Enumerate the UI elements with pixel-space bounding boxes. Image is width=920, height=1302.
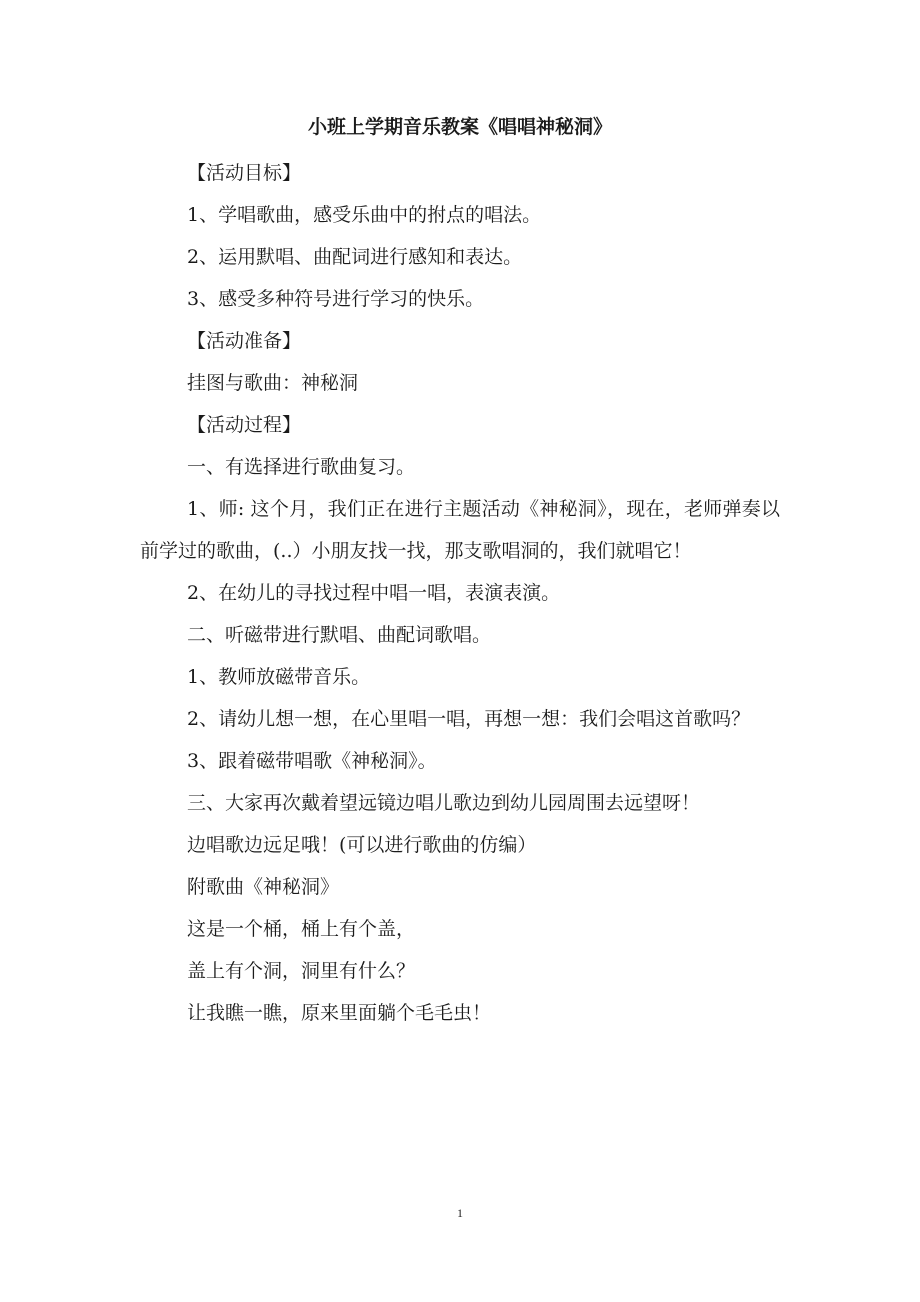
process-step-item: 2、请幼儿想一想，在心里唱一唱，再想一想：我们会唱这首歌吗？: [187, 708, 751, 730]
page-number: 1: [457, 1206, 463, 1220]
section-heading-process: 【活动过程】: [187, 414, 302, 436]
song-lyric-line: 盖上有个洞，洞里有什么？: [187, 960, 416, 982]
process-step-heading: 一、有选择进行歌曲复习。: [187, 456, 416, 478]
goal-item: 2、运用默唱、曲配词进行感知和表达。: [187, 246, 523, 268]
process-step-item: 3、跟着磁带唱歌《神秘洞》。: [187, 750, 437, 772]
song-heading: 附歌曲《神秘洞》: [187, 876, 340, 898]
process-note: 边唱歌边远足哦！(可以进行歌曲的仿编）: [187, 834, 537, 856]
process-step-heading: 二、听磁带进行默唱、曲配词歌唱。: [187, 624, 492, 646]
goal-item: 3、感受多种符号进行学习的快乐。: [187, 288, 485, 310]
process-step-item: 2、在幼儿的寻找过程中唱一唱，表演表演。: [187, 582, 561, 604]
song-lyric-line: 让我瞧一瞧，原来里面躺个毛毛虫！: [187, 1002, 492, 1024]
process-step-item: 1、师: 这个月，我们正在进行主题活动《神秘洞》，现在，老师弹奏以前学过的歌曲，(..）小朋友找一找，那支歌唱洞的，我们就唱它！: [140, 498, 780, 562]
document-title: 小班上学期音乐教案《唱唱神秘洞》: [307, 116, 612, 138]
song-lyric-line: 这是一个桶，桶上有个盖，: [187, 918, 416, 940]
goal-item: 1、学唱歌曲，感受乐曲中的拊点的唱法。: [187, 204, 542, 226]
section-heading-preparation: 【活动准备】: [187, 330, 302, 352]
section-heading-goals: 【活动目标】: [187, 162, 302, 184]
process-step-heading: 三、大家再次戴着望远镜边唱儿歌边到幼儿园周围去远望呀！: [187, 792, 701, 814]
process-step-item: 1、教师放磁带音乐。: [187, 666, 371, 688]
preparation-item: 挂图与歌曲：神秘洞: [187, 372, 359, 394]
